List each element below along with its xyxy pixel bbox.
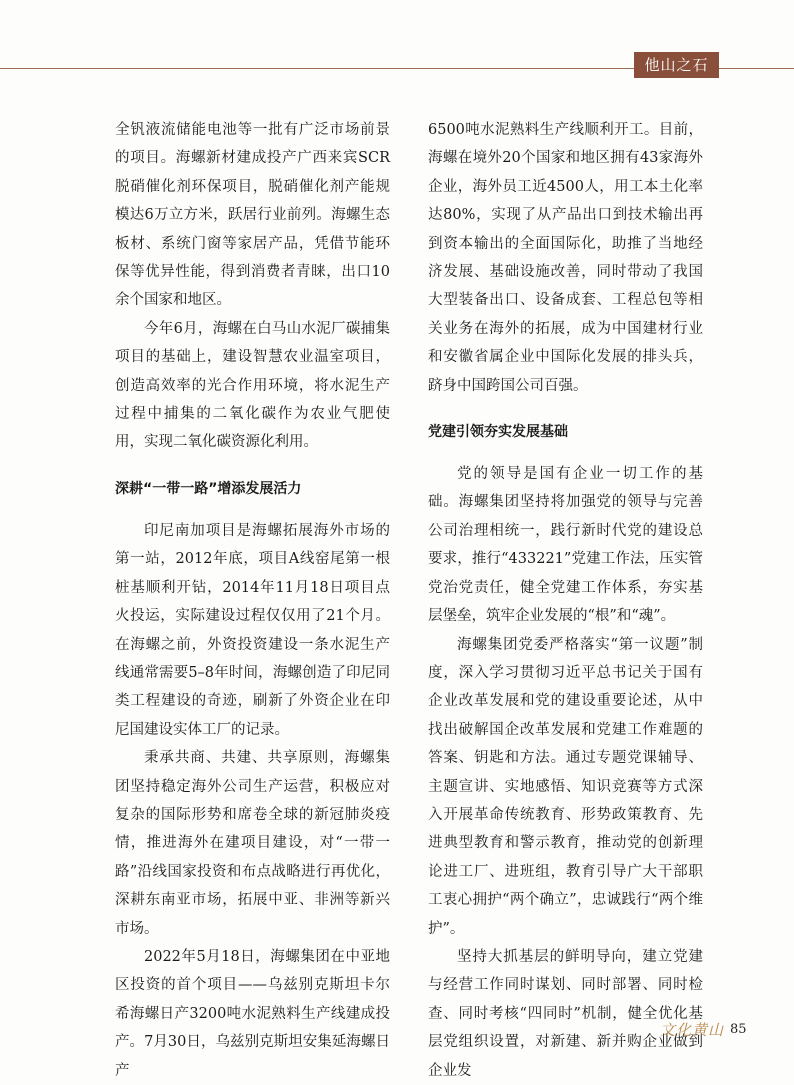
paragraph: 全钒液流储能电池等一批有广泛市场前景的项目。海螺新材建成投产广西来宾SCR脱硝催化剂环保项目，脱硝催化剂产能规模达6万立方米，跃居行业前列。海螺生态板材、系统门窗等家居产品，凭借节能环保等优异性能，得到消费者青睐，出口10余个国家和地区。 xyxy=(115,122,390,309)
page-number: 85 xyxy=(730,1021,747,1037)
section-heading: 深耕“一带一路”增添发展活力 xyxy=(115,480,302,497)
paragraph: 坚持大抓基层的鲜明导向，建立党建与经营工作同时谋划、同时部署、同时检查、同时考核“四同时”机制，健全优化基层党组织设置，对新建、新并购企业做到企业发 xyxy=(428,948,703,1079)
left-column xyxy=(115,116,390,1085)
page-footer xyxy=(660,1017,747,1041)
section-heading: 党建引领夯实发展基础 xyxy=(428,424,568,441)
paragraph: 秉承共商、共建、共享原则，海螺集团坚持稳定海外公司生产运营，积极应对复杂的国际形势和席卷全球的新冠肺炎疫情，推进海外在建项目建设，对“一带一路”沿线国家投资和布点战略进行再优化，深耕东南亚市场，拓展中亚、非洲等新兴市场。 xyxy=(115,750,390,937)
paragraph: 党的领导是国有企业一切工作的基础。海螺集团坚持将加强党的领导与完善公司治理相统一，践行新时代党的建设总要求，推行“433221”党建工作法，压实管党治党责任，健全党建工作体系，夯实基层堡垒，筑牢企业发展的“根”和“魂”。 xyxy=(428,466,703,625)
paragraph: 6500吨水泥熟料生产线顺利开工。目前，海螺在境外20个国家和地区拥有43家海外企业，海外员工近4500人，用工本土化率达80%，实现了从产品出口到技术输出再到资本输出的全面国际化，助推了当地经济发展、基础设施改善，同时带动了我国大型装备出口、设备成套、工程总包等相关业务在海外的拓展，成为中国建材行业和安徽省属企业中国际化发展的排头兵，跻身中国跨国公司百强。 xyxy=(428,122,703,394)
paragraph: 海螺集团党委严格落实“第一议题”制度，深入学习贯彻习近平总书记关于国有企业改革发展和党的建设重要论述，从中找出破解国企改革发展和党建工作难题的答案、钥匙和方法。通过专题党课辅导、主题宣讲、实地感悟、知识竞赛等方式深入开展革命传统教育、形势政策教育、先进典型教育和警示教育，推动党的创新理论进工厂、进班组，教育引导广大干部职工衷心拥护“两个确立”，忠诚践行“两个维护”。 xyxy=(428,636,703,937)
paragraph: 2022年5月18日，海螺集团在中亚地区投资的首个项目——乌兹别克斯坦卡尔希海螺日产3200吨水泥熟料生产线建成投产。7月30日，乌兹别克斯坦安集延海螺日产 xyxy=(115,948,390,1079)
paragraph: 印尼南加项目是海螺拓展海外市场的第一站，2012年底，项目A线窑尾第一根桩基顺利开钻，2014年11月18日项目点火投运，实际建设过程仅仅用了21个月。在海螺之前，外资投资建设一条水泥生产线通常需要5–8年时间，海螺创造了印尼同类工程建设的奇迹，刷新了外资企业在印尼国建设实体工厂的记录。 xyxy=(115,522,390,738)
section-tag: 他山之石 xyxy=(634,52,719,78)
magazine-logo: 文化黄山 xyxy=(660,1020,725,1039)
paragraph: 今年6月，海螺在白马山水泥厂碳捕集项目的基础上，建设智慧农业温室项目，创造高效率的光合作用环境，将水泥生产过程中捕集的二氧化碳作为农业气肥使用，实现二氧化碳资源化利用。 xyxy=(115,320,390,451)
right-column xyxy=(428,116,703,1085)
